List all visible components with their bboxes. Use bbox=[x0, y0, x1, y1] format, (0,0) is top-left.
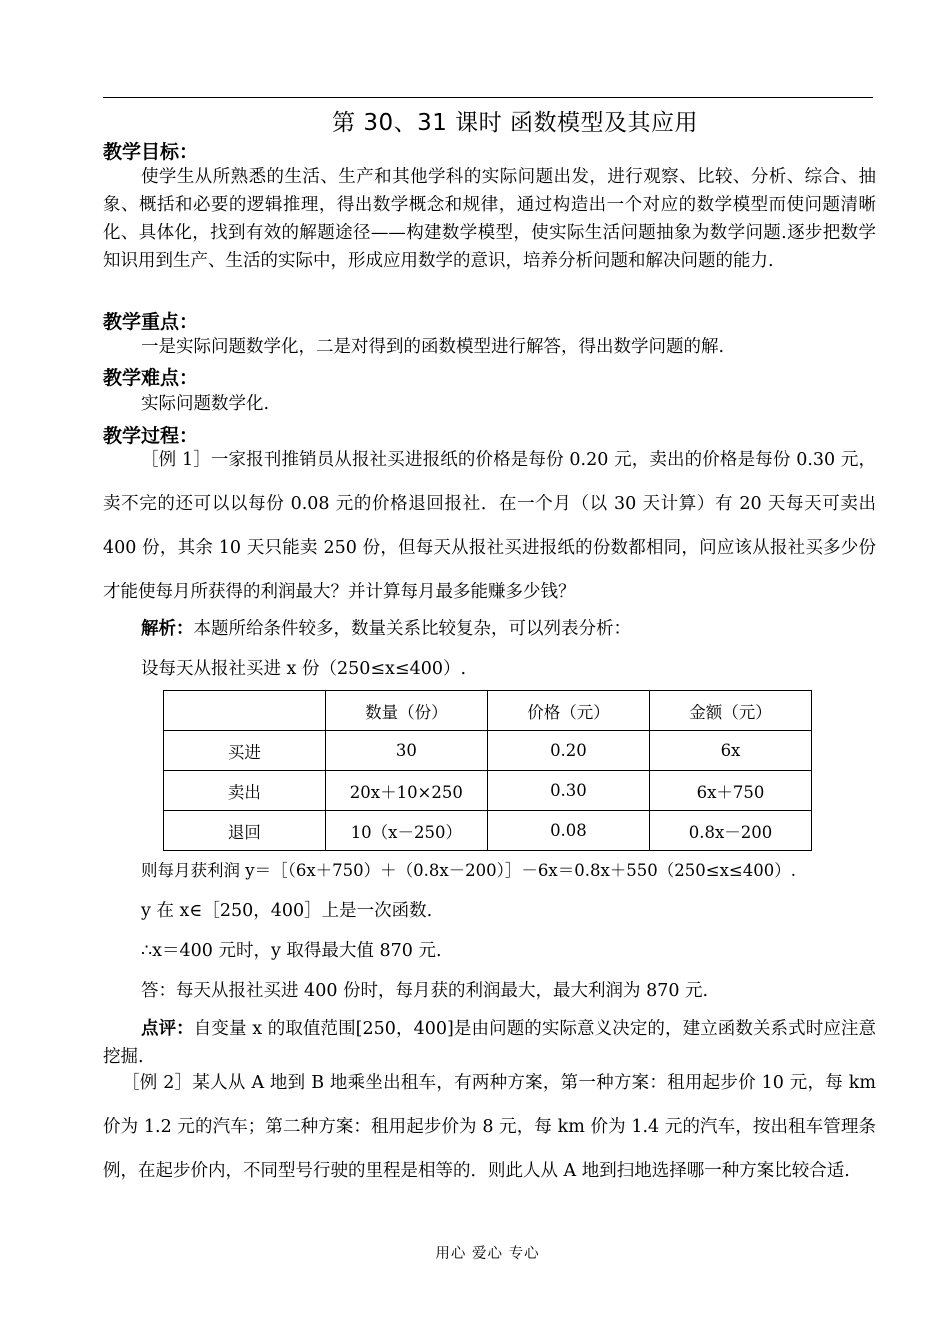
profit-formula: 则每月获利润 y＝［（6x＋750）＋（0.8x－200）］－6x＝0.8x＋550（250≤x≤400）. bbox=[141, 861, 796, 880]
table-header-cell: 数量（份） bbox=[325, 691, 487, 731]
table-cell: 0.20 bbox=[487, 731, 649, 771]
goal-text: 使学生从所熟悉的生活、生产和其他学科的实际问题出发，进行观察、比较、分析、综合、抽象、概括和必要的逻辑推理，得出数学概念和规律，通过构造出一个对应的数学模型而使问题清晰化、具体化，找到有效的解题途径——构建数学模型，使实际生活问题抽象为数学问题.逐步把数学知识用到生产、生活的实际中，形成应用数学的意识，培养分析问题和解决问题的能力. bbox=[103, 167, 876, 271]
answer-statement: 答：每天从报社买进 400 份时，每月获的利润最大，最大利润为 870 元. bbox=[141, 981, 709, 1001]
linear-statement: y 在 x∈［250，400］上是一次函数. bbox=[141, 901, 433, 921]
table-cell: 0.08 bbox=[487, 811, 649, 851]
goal-heading: 教学目标： bbox=[103, 141, 199, 163]
table-header-cell bbox=[164, 691, 326, 731]
example1-text: ［例 1］一家报刊推销员从报社买进报纸的价格是每份 0.20 元，卖出的价格是每份 0.30 元，卖不完的还可以以每份 0.08 元的价格退回报社．在一个月（以 30 天计算）有 20 天每天可卖出 400 份，其余 10 天只能卖 250 份，但每天从报社买进报纸的份数都相同，问应该从报社买多少份才能使每月所获得的利润最大？并计算每月最多能赚多少钱？ bbox=[103, 450, 876, 602]
analysis-line bbox=[141, 615, 631, 640]
key-text: 一是实际问题数学化，二是对得到的函数模型进行解答，得出数学问题的解. bbox=[141, 337, 725, 357]
table-cell: 20x＋10×250 bbox=[325, 771, 487, 811]
max-statement: ∴x＝400 元时，y 取得最大值 870 元. bbox=[141, 941, 442, 961]
page-title: 第 30、31 课时 函数模型及其应用 bbox=[332, 110, 698, 136]
table-row bbox=[164, 811, 812, 851]
table-header-cell: 金额（元） bbox=[649, 691, 811, 731]
analysis-text: 本题所给条件较多，数量关系比较复杂，可以列表分析： bbox=[193, 619, 631, 639]
table-cell: 30 bbox=[325, 731, 487, 771]
table-header-row bbox=[164, 691, 812, 731]
table-row bbox=[164, 771, 812, 811]
page-footer: 用心 爱心 专心 bbox=[435, 1246, 540, 1262]
comment-label: 点评： bbox=[141, 1019, 194, 1039]
table-cell: 6x bbox=[649, 731, 811, 771]
table-cell: 退回 bbox=[164, 811, 326, 851]
analysis-label: 解析： bbox=[141, 619, 194, 639]
table-cell: 6x＋750 bbox=[649, 771, 811, 811]
table-cell: 买进 bbox=[164, 731, 326, 771]
header-rule bbox=[103, 97, 873, 98]
analysis-table bbox=[163, 690, 812, 851]
table-cell: 0.8x－200 bbox=[649, 811, 811, 851]
setup-line: 设每天从报社买进 x 份（250≤x≤400）. bbox=[141, 659, 467, 679]
key-heading: 教学重点： bbox=[103, 311, 199, 333]
example2-text: ［例 2］某人从 A 地到 B 地乘坐出租车，有两种方案，第一种方案：租用起步价 10 元，每 km 价为 1.2 元的汽车；第二种方案：租用起步价为 8 元，每 km 价为 1.4 元的汽车，按出租车管理条例，在起步价内，不同型号行驶的里程是相等的．则此人从 A 地到扫地选择哪一种方案比较合适. bbox=[103, 1073, 876, 1181]
difficulty-heading: 教学难点： bbox=[103, 367, 199, 389]
table-cell: 10（x－250） bbox=[325, 811, 487, 851]
difficulty-text: 实际问题数学化. bbox=[141, 394, 270, 414]
table-cell: 卖出 bbox=[164, 771, 326, 811]
process-heading: 教学过程： bbox=[103, 425, 199, 447]
comment-text: 自变量 x 的取值范围[250，400]是由问题的实际意义决定的，建立函数关系式时应注意挖掘. bbox=[103, 1019, 877, 1067]
table-header-cell: 价格（元） bbox=[487, 691, 649, 731]
table-cell: 0.30 bbox=[487, 771, 649, 811]
table-row bbox=[164, 731, 812, 771]
